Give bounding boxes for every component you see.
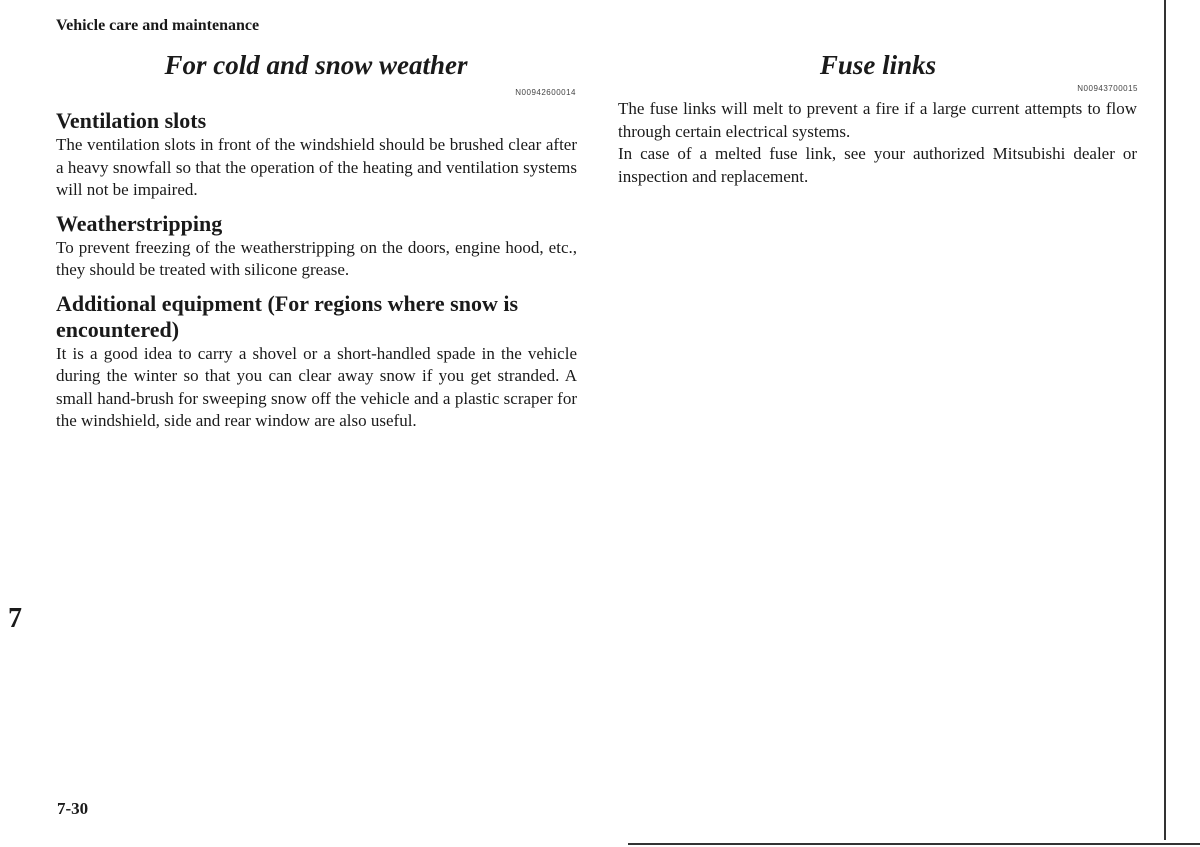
right-column <box>618 98 1137 188</box>
ventilation-slots-heading: Ventilation slots <box>56 108 207 133</box>
section-header: Vehicle care and maintenance <box>56 17 260 34</box>
page-edge-horizontal-rule <box>628 843 1200 845</box>
weatherstripping-heading: Weatherstripping <box>56 210 223 236</box>
page-edge-vertical-rule <box>1164 0 1166 840</box>
fuse-links-paragraph: The fuse links will melt to prevent a fire if a large current attempts to flow through certain electrical systems. <box>618 99 1137 141</box>
additional-equipment-heading: Additional equipment (For regions where snow is encountered) <box>56 290 519 342</box>
chapter-number: 7 <box>8 603 22 634</box>
ventilation-slots-block <box>56 108 577 202</box>
left-column <box>56 108 577 433</box>
fuse-links-paragraph: In case of a melted fuse link, see your authorized Mitsubishi dealer or inspection and replacement. <box>618 144 1137 186</box>
additional-equipment-block <box>56 291 577 433</box>
weatherstripping-block <box>56 211 577 282</box>
left-section-code: N00942600014 <box>515 88 576 97</box>
right-section-title: Fuse links <box>819 50 937 80</box>
ventilation-slots-text: The ventilation slots in front of the windshield should be brushed clear after a heavy snowfall so that the operation of the heating and ventilation systems will not be impaired. <box>56 135 577 199</box>
page-number: 7-30 <box>57 799 89 818</box>
additional-equipment-text: It is a good idea to carry a shovel or a short-handled spade in the vehicle during the winter so that you can clear away snow if you get stranded. A small hand-brush for sweeping snow off the vehicle and a plastic scraper for the windshield, side and rear window are also useful. <box>56 343 577 430</box>
weatherstripping-text: To prevent freezing of the weatherstripping on the doors, engine hood, etc., they should be treated with silicone grease. <box>56 237 577 279</box>
right-section-code: N00943700015 <box>1077 84 1138 93</box>
left-section-title: For cold and snow weather <box>164 50 468 80</box>
